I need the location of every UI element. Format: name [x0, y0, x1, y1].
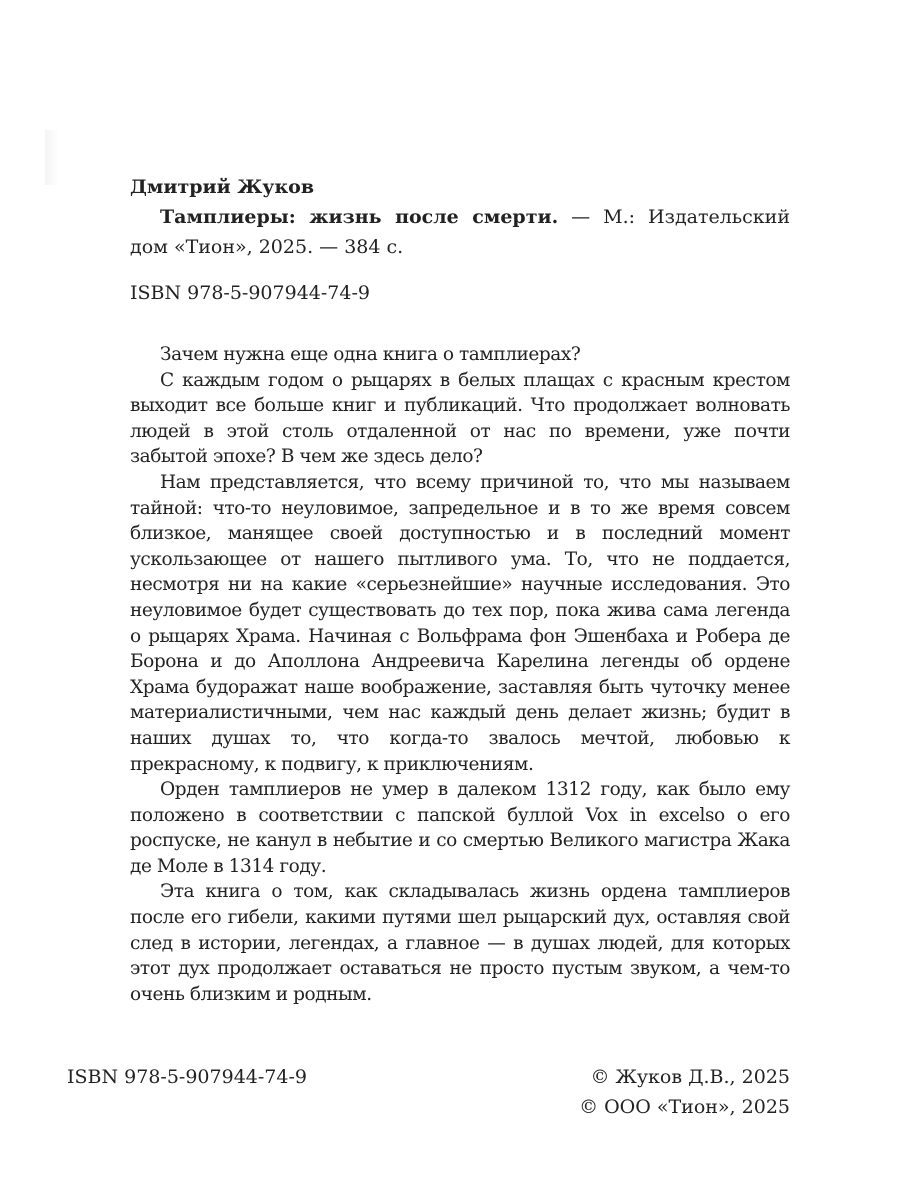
- isbn-header: ISBN 978-5-907944-74-9: [130, 282, 370, 304]
- publication-info: — М.: Издательский дом «Тион», 2025. — 384 с.: [130, 206, 790, 258]
- copyright-author: © Жуков Д.В., 2025: [590, 1066, 790, 1088]
- page-edge-shadow: [45, 130, 59, 185]
- copyright-publisher: © ООО «Тион», 2025: [579, 1096, 790, 1118]
- copyright-block: [579, 1062, 790, 1122]
- annotation-paragraph: Нам представляется, что всему причиной то, что мы называем тайной: что-то неуловимое, запредельное и в то же время совсем близкое, манящее своей доступностью и в последний момент ускользающее от нашего пытливого ума. То, что не поддается, несмотря ни на какие «серьезнейшие» научные исследования. Это неуловимое будет существовать до тех пор, пока жива сама легенда о рыцарях Храма. Начиная с Вольфрама фон Эшенбаха и Робера де Борона и до Аполлона Андреевича Карелина легенды об ордене Храма будоражат наше воображение, заставляя быть чуточку менее материалистичными, чем нас каждый день делает жизнь; будит в наших душах то, что когда-то звалось мечтой, любовью к прекрасному, к подвигу, к приключениям.: [130, 471, 790, 775]
- annotation-paragraph: Эта книга о том, как складывалась жизнь ордена тамплиеров после его гибели, какими путями шел рыцарский дух, оставляя свой след в истории, легендах, а главное — в душах людей, для которых этот дух продолжает оставаться не просто пустым звуком, а чем-то очень близким и родным.: [130, 881, 790, 1005]
- book-title: Тамплиеры: жизнь после смерти.: [160, 206, 559, 228]
- bibliographic-record: [130, 172, 790, 262]
- annotation-paragraph: Орден тамплиеров не умер в далеком 1312 году, как было ему положено в соответствии с папской буллой Vox in excelso о его роспуске, не канул в небытие и со смертью Великого магистра Жака де Моле в 1314 году.: [130, 779, 790, 877]
- annotation-paragraph: С каждым годом о рыцарях в белых плащах с красным крестом выходит все больше книг и публикаций. Что продолжает волновать людей в этой столь отдаленной от нас по времени, уже почти забытой эпохе? В чем же здесь дело?: [130, 369, 790, 468]
- author-name: Дмитрий Жуков: [130, 176, 315, 198]
- annotation: [130, 342, 790, 1007]
- annotation-question: Зачем нужна еще одна книга о тамплиерах?: [160, 344, 581, 365]
- bibliographic-entry: [130, 202, 790, 262]
- footer-isbn: ISBN 978-5-907944-74-9: [67, 1066, 307, 1088]
